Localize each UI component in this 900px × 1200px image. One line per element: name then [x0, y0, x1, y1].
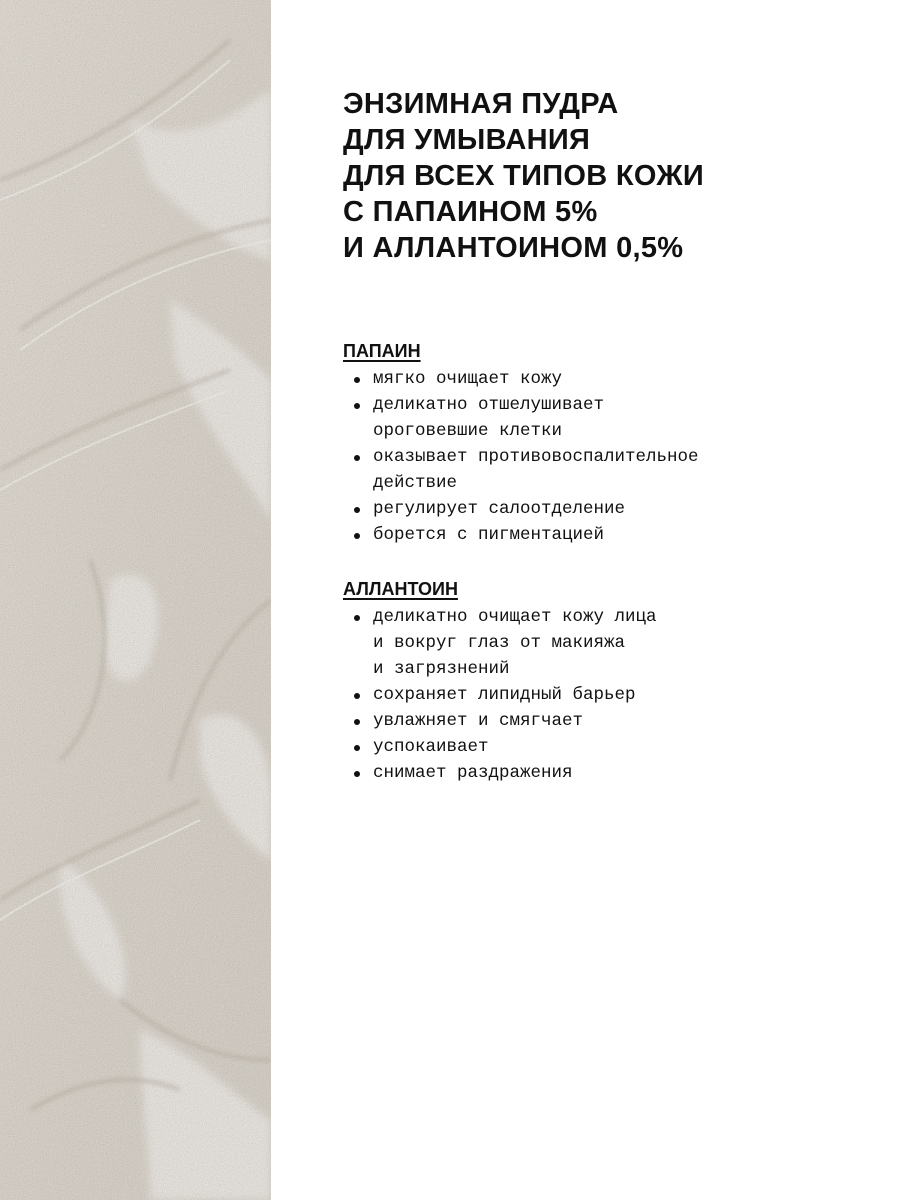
list-item: сохраняет липидный барьер	[343, 682, 863, 708]
list-item: снимает раздражения	[343, 760, 863, 786]
papain-benefits-list	[343, 366, 863, 548]
list-item: успокаивает	[343, 734, 863, 760]
section-heading-papain: ПАПАИН	[343, 341, 421, 361]
list-item: регулирует салоотделение	[343, 496, 863, 522]
list-item: борется с пигментацией	[343, 522, 863, 548]
title-line: С ПАПАИНОМ 5%	[343, 196, 598, 228]
title-line: ЭНЗИМНАЯ ПУДРА	[343, 88, 619, 120]
allantoin-benefits-list	[343, 604, 863, 786]
title-line: И АЛЛАНТОИНОМ 0,5%	[343, 232, 684, 264]
list-item: мягко очищает кожу	[343, 366, 863, 392]
product-description	[343, 86, 863, 786]
list-item: оказывает противовоспалительное действие	[343, 444, 863, 496]
list-item: деликатно отшелушивает ороговевшие клетки	[343, 392, 863, 444]
list-item: увлажняет и смягчает	[343, 708, 863, 734]
section-heading-allantoin: АЛЛАНТОИН	[343, 579, 458, 599]
product-title	[343, 86, 863, 266]
title-line: ДЛЯ УМЫВАНИЯ	[343, 124, 591, 156]
title-line: ДЛЯ ВСЕХ ТИПОВ КОЖИ	[343, 160, 705, 192]
powder-texture-image	[0, 0, 271, 1200]
list-item: деликатно очищает кожу лица и вокруг глаз от макияжа и загрязнений	[343, 604, 863, 682]
